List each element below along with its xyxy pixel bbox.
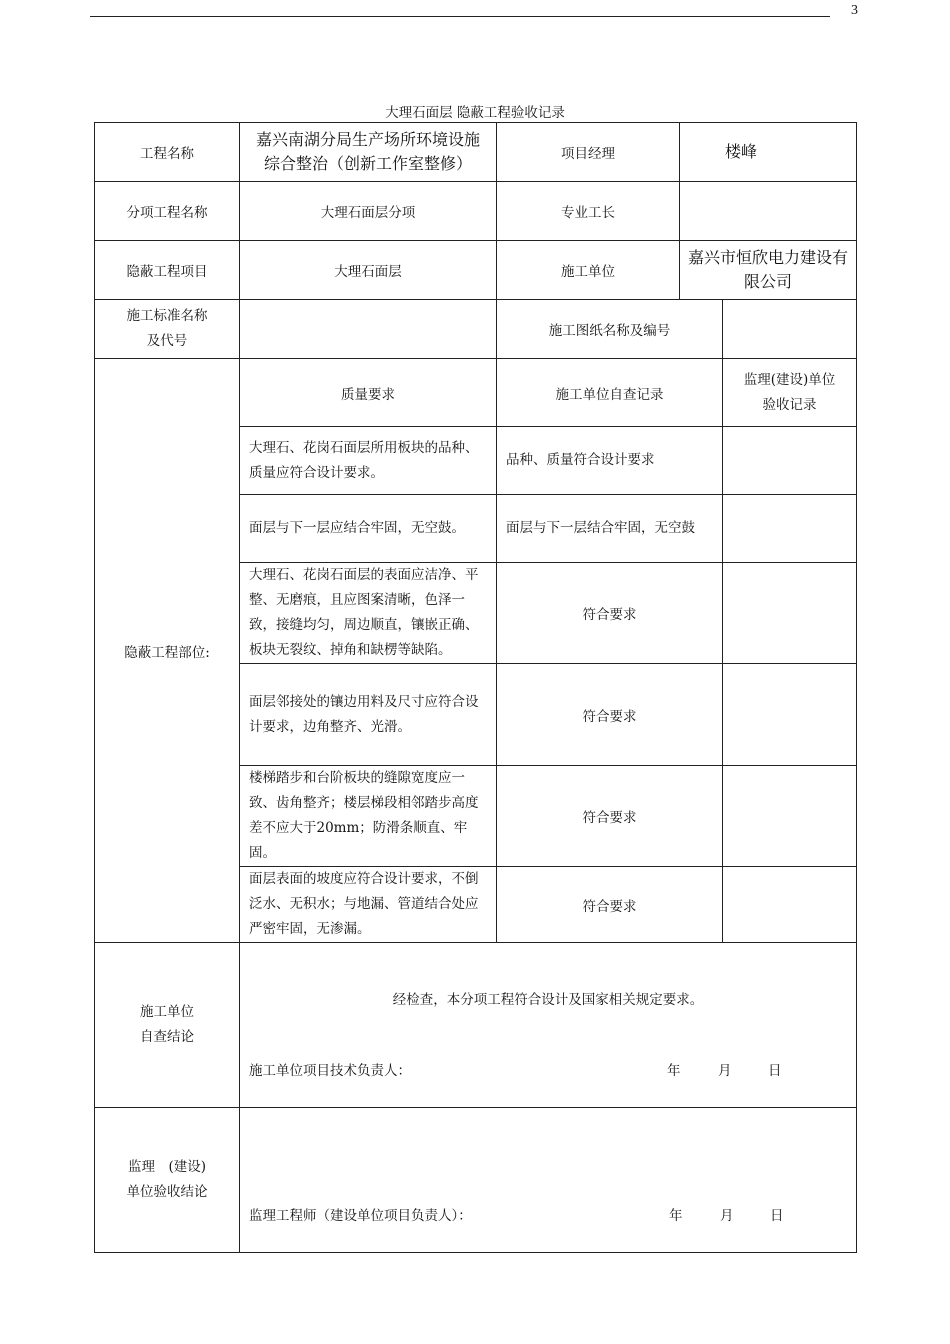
project-manager-label: 项目经理 xyxy=(497,123,680,182)
hidden-item-label: 隐蔽工程项目 xyxy=(95,241,240,300)
header-rule xyxy=(90,16,830,17)
document-title: 大理石面层 隐蔽工程验收记录 xyxy=(385,105,565,121)
row-subitem xyxy=(95,182,857,241)
contractor-label: 施工单位 xyxy=(497,241,680,300)
supervision-conclusion-year: 年 xyxy=(669,1208,683,1224)
project-manager-value[interactable] xyxy=(680,123,857,182)
self-conclusion-label-line2: 自查结论 xyxy=(140,1029,194,1045)
self-check-cell[interactable]: 符合要求 xyxy=(497,664,723,766)
inspection-record-table xyxy=(94,122,857,1253)
drawing-value[interactable] xyxy=(723,300,857,359)
self-conclusion-text: 经检查，本分项工程符合设计及国家相关规定要求。 xyxy=(392,992,704,1008)
project-manager-text: 楼峰 xyxy=(725,142,758,161)
subitem-label: 分项工程名称 xyxy=(95,182,240,241)
self-conclusion-month: 月 xyxy=(718,1063,732,1079)
project-name-text: 嘉兴南湖分局生产场所环境设施综合整治（创新工作室整修） xyxy=(255,130,480,173)
supervision-conclusion-label xyxy=(95,1108,240,1253)
subitem-value[interactable]: 大理石面层分项 xyxy=(240,182,497,241)
self-check-cell[interactable]: 面层与下一层结合牢固，无空鼓 xyxy=(497,495,723,563)
project-name-label: 工程名称 xyxy=(95,123,240,182)
row-project-name xyxy=(95,123,857,182)
col-quality-header: 质量要求 xyxy=(240,359,497,427)
requirement-cell: 面层表面的坡度应符合设计要求，不倒泛水、无积水；与地漏、管道结合处应严密牢固，无渗漏。 xyxy=(240,867,497,943)
drawing-label: 施工图纸名称及编号 xyxy=(497,300,723,359)
standard-label xyxy=(95,300,240,359)
requirement-cell: 面层与下一层应结合牢固，无空鼓。 xyxy=(240,495,497,563)
self-conclusion-content[interactable] xyxy=(240,943,857,1108)
hidden-item-value[interactable]: 大理石面层 xyxy=(240,241,497,300)
foreman-label: 专业工长 xyxy=(497,182,680,241)
self-conclusion-year: 年 xyxy=(667,1063,681,1079)
supervision-cell[interactable] xyxy=(723,495,857,563)
self-conclusion-box xyxy=(240,943,856,1107)
self-conclusion-label-line1: 施工单位 xyxy=(140,1004,194,1020)
self-check-cell[interactable]: 符合要求 xyxy=(497,563,723,664)
supervision-conclusion-month: 月 xyxy=(720,1208,734,1224)
row-hidden-item xyxy=(95,241,857,300)
row-supervision-conclusion xyxy=(95,1108,857,1253)
self-check-cell[interactable]: 符合要求 xyxy=(497,867,723,943)
col-supervision-line2: 验收记录 xyxy=(762,396,817,413)
contractor-value[interactable] xyxy=(680,241,857,300)
col-supervision-line1: 监理(建设)单位 xyxy=(743,371,836,388)
supervision-cell[interactable] xyxy=(723,867,857,943)
self-check-cell[interactable]: 品种、质量符合设计要求 xyxy=(497,427,723,495)
supervision-conclusion-label-line2: 单位验收结论 xyxy=(126,1184,208,1200)
self-conclusion-day: 日 xyxy=(768,1063,782,1079)
supervision-conclusion-box xyxy=(240,1108,856,1252)
supervision-cell[interactable] xyxy=(723,766,857,867)
contractor-text: 嘉兴市恒欣电力建设有限公司 xyxy=(688,248,849,291)
row-inspection-header xyxy=(95,359,857,427)
self-conclusion-label xyxy=(95,943,240,1108)
requirement-cell: 面层邻接处的镶边用料及尺寸应符合设计要求，边角整齐、光滑。 xyxy=(240,664,497,766)
supervision-cell[interactable] xyxy=(723,427,857,495)
standard-value[interactable] xyxy=(240,300,497,359)
supervision-conclusion-content[interactable] xyxy=(240,1108,857,1253)
supervision-cell[interactable] xyxy=(723,563,857,664)
col-supervision-header xyxy=(723,359,857,427)
project-name-value[interactable] xyxy=(240,123,497,182)
row-self-conclusion xyxy=(95,943,857,1108)
supervision-conclusion-day: 日 xyxy=(770,1208,784,1224)
inspection-section-label: 隐蔽工程部位: xyxy=(95,359,240,943)
col-self-check-header: 施工单位自查记录 xyxy=(497,359,723,427)
requirement-cell: 大理石、花岗石面层的表面应洁净、平整、无磨痕，且应图案清晰，色泽一致，接缝均匀，周边顺直，镶嵌正确、板块无裂纹、掉角和缺楞等缺陷。 xyxy=(240,563,497,664)
standard-label-line2: 及代号 xyxy=(146,333,188,349)
supervision-conclusion-signer: 监理工程师（建设单位项目负责人）： xyxy=(249,1208,472,1224)
requirement-cell: 楼梯踏步和台阶板块的缝隙宽度应一致、齿角整齐；楼层梯段相邻踏步高度差不应大于20mm；防滑条顺直、牢固。 xyxy=(240,766,497,867)
self-conclusion-signer: 施工单位项目技术负责人： xyxy=(249,1063,411,1079)
standard-label-line1: 施工标准名称 xyxy=(126,308,208,324)
row-standard xyxy=(95,300,857,359)
requirement-cell: 大理石、花岗石面层所用板块的品种、质量应符合设计要求。 xyxy=(240,427,497,495)
foreman-value[interactable] xyxy=(680,182,857,241)
page-number: 3 xyxy=(851,3,858,18)
supervision-cell[interactable] xyxy=(723,664,857,766)
self-check-cell[interactable]: 符合要求 xyxy=(497,766,723,867)
supervision-conclusion-label-line1: 监理 (建设) xyxy=(127,1159,207,1175)
